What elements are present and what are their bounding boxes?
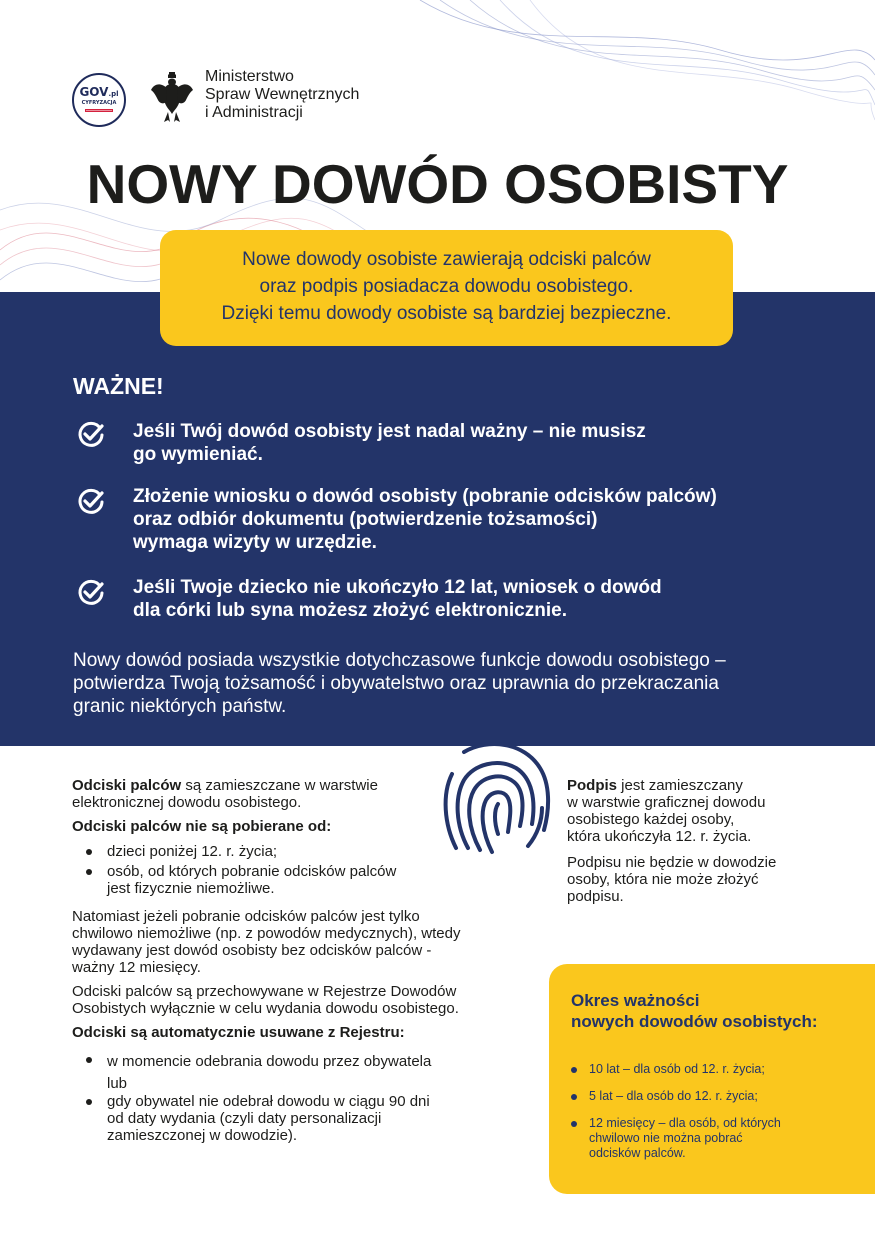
ministry-name: Ministerstwo Spraw Wewnętrznych i Administracji	[205, 68, 360, 121]
list-item: gdy obywatel nie odebrał dowodu w ciągu 90 dni od daty wydania (czyli daty personalizacji zamieszczonej w dowodzie).	[72, 1093, 520, 1144]
important-item: Złożenie wniosku o dowód osobisty (pobranie odcisków palców) oraz odbiór dokumentu (potwierdzenie tożsamości) wymaga wizyty w urzędzie.	[133, 486, 717, 553]
polish-eagle-emblem-icon	[150, 70, 194, 124]
list-item: 5 lat – dla osób do 12. r. życia;	[571, 1089, 861, 1104]
intro-box	[160, 230, 733, 346]
fingerprints-section: Odciski palców są zamieszczane w warstwie elektronicznej dowodu osobistego. Odciski palców nie są pobierane od: dzieci poniżej 12. r. życia; osób, od których pobranie odcisków palców jest fizycznie niemożliwe. Natomiast jeżeli pobranie odcisków palców jest tylko chwilowo niemożliwe (np. z powodów medycznych), wtedy wydawany jest dowód osobisty bez odcisków palców - ważny 12 miesięcy. Odciski palców są przechowywane w Rejestrze Dowodów Osobistych wyłącznie w celu wydania dowodu osobistego. Odciski są automatycznie usuwane z Rejestru: w momencie odebrania dowodu przez obywatela lub gdy obywatel nie odebrał dowodu w ciągu 90 dni od daty wydania (czyli daty personalizacji zamieszczonej w dowodzie).	[72, 777, 520, 1144]
check-circle-icon	[76, 420, 106, 450]
important-item: Jeśli Twoje dziecko nie ukończyło 12 lat, wniosek o dowód dla córki lub syna możesz złożyć elektronicznie.	[133, 577, 662, 621]
list-item: 10 lat – dla osób od 12. r. życia;	[571, 1062, 861, 1077]
intro-line: oraz podpis posiadacza dowodu osobistego.	[259, 276, 634, 297]
fingerprints-bold: Odciski palców	[72, 777, 182, 794]
intro-line: Dzięki temu dowody osobiste są bardziej bezpieczne.	[221, 303, 672, 324]
not-taken-heading: Odciski palców nie są pobierane od:	[72, 818, 332, 835]
list-item: dzieci poniżej 12. r. życia;	[72, 843, 520, 860]
list-item: osób, od których pobranie odcisków palców jest fizycznie niemożliwe.	[72, 863, 520, 897]
signature-bold: Podpis	[567, 777, 618, 794]
page-title: NOWY DOWÓD OSOBISTY	[86, 153, 789, 215]
check-circle-icon	[76, 578, 106, 608]
important-heading: WAŻNE!	[73, 373, 164, 399]
validity-title: Okres ważności nowych dowodów osobistych:	[571, 991, 818, 1031]
validity-list	[571, 1062, 861, 1161]
list-item: w momencie odebrania dowodu przez obywatela lub	[72, 1051, 520, 1095]
paragraph: Odciski palców są przechowywane w Rejestrze Dowodów Osobistych wyłącznie w celu wydania dowodu osobistego.	[72, 983, 459, 1017]
paragraph: Natomiast jeżeli pobranie odcisków palców jest tylko chwilowo niemożliwe (np. z powodów medycznych), wtedy wydawany jest dowód osobisty bez odcisków palców - ważny 12 miesięcy.	[72, 908, 461, 976]
paragraph: Podpisu nie będzie w dowodzie osoby, która nie może złożyć podpisu.	[567, 854, 777, 905]
list-item: 12 miesięcy – dla osób, od których chwilowo nie można pobrać odcisków palców.	[571, 1116, 861, 1161]
signature-section: Podpis jest zamieszczany w warstwie graficznej dowodu osobistego każdej osoby, która ukończyła 12. r. życia. Podpisu nie będzie w dowodzie osoby, która nie może złożyć podpisu.	[567, 777, 837, 905]
intro-line: Nowe dowody osobiste zawierają odciski palców	[242, 249, 651, 270]
important-paragraph: Nowy dowód posiada wszystkie dotychczasowe funkcje dowodu osobistego – potwierdza Twoją tożsamość i obywatelstwo oraz uprawnia do przekraczania granic niektórych państw.	[73, 650, 726, 717]
check-circle-icon	[76, 487, 106, 517]
gov-pl-logo: GOV.pl CYFRYZACJA	[72, 73, 126, 127]
important-item: Jeśli Twój dowód osobisty jest nadal ważny – nie musisz go wymieniać.	[133, 421, 646, 465]
removed-heading: Odciski są automatycznie usuwane z Rejestru:	[72, 1024, 405, 1041]
